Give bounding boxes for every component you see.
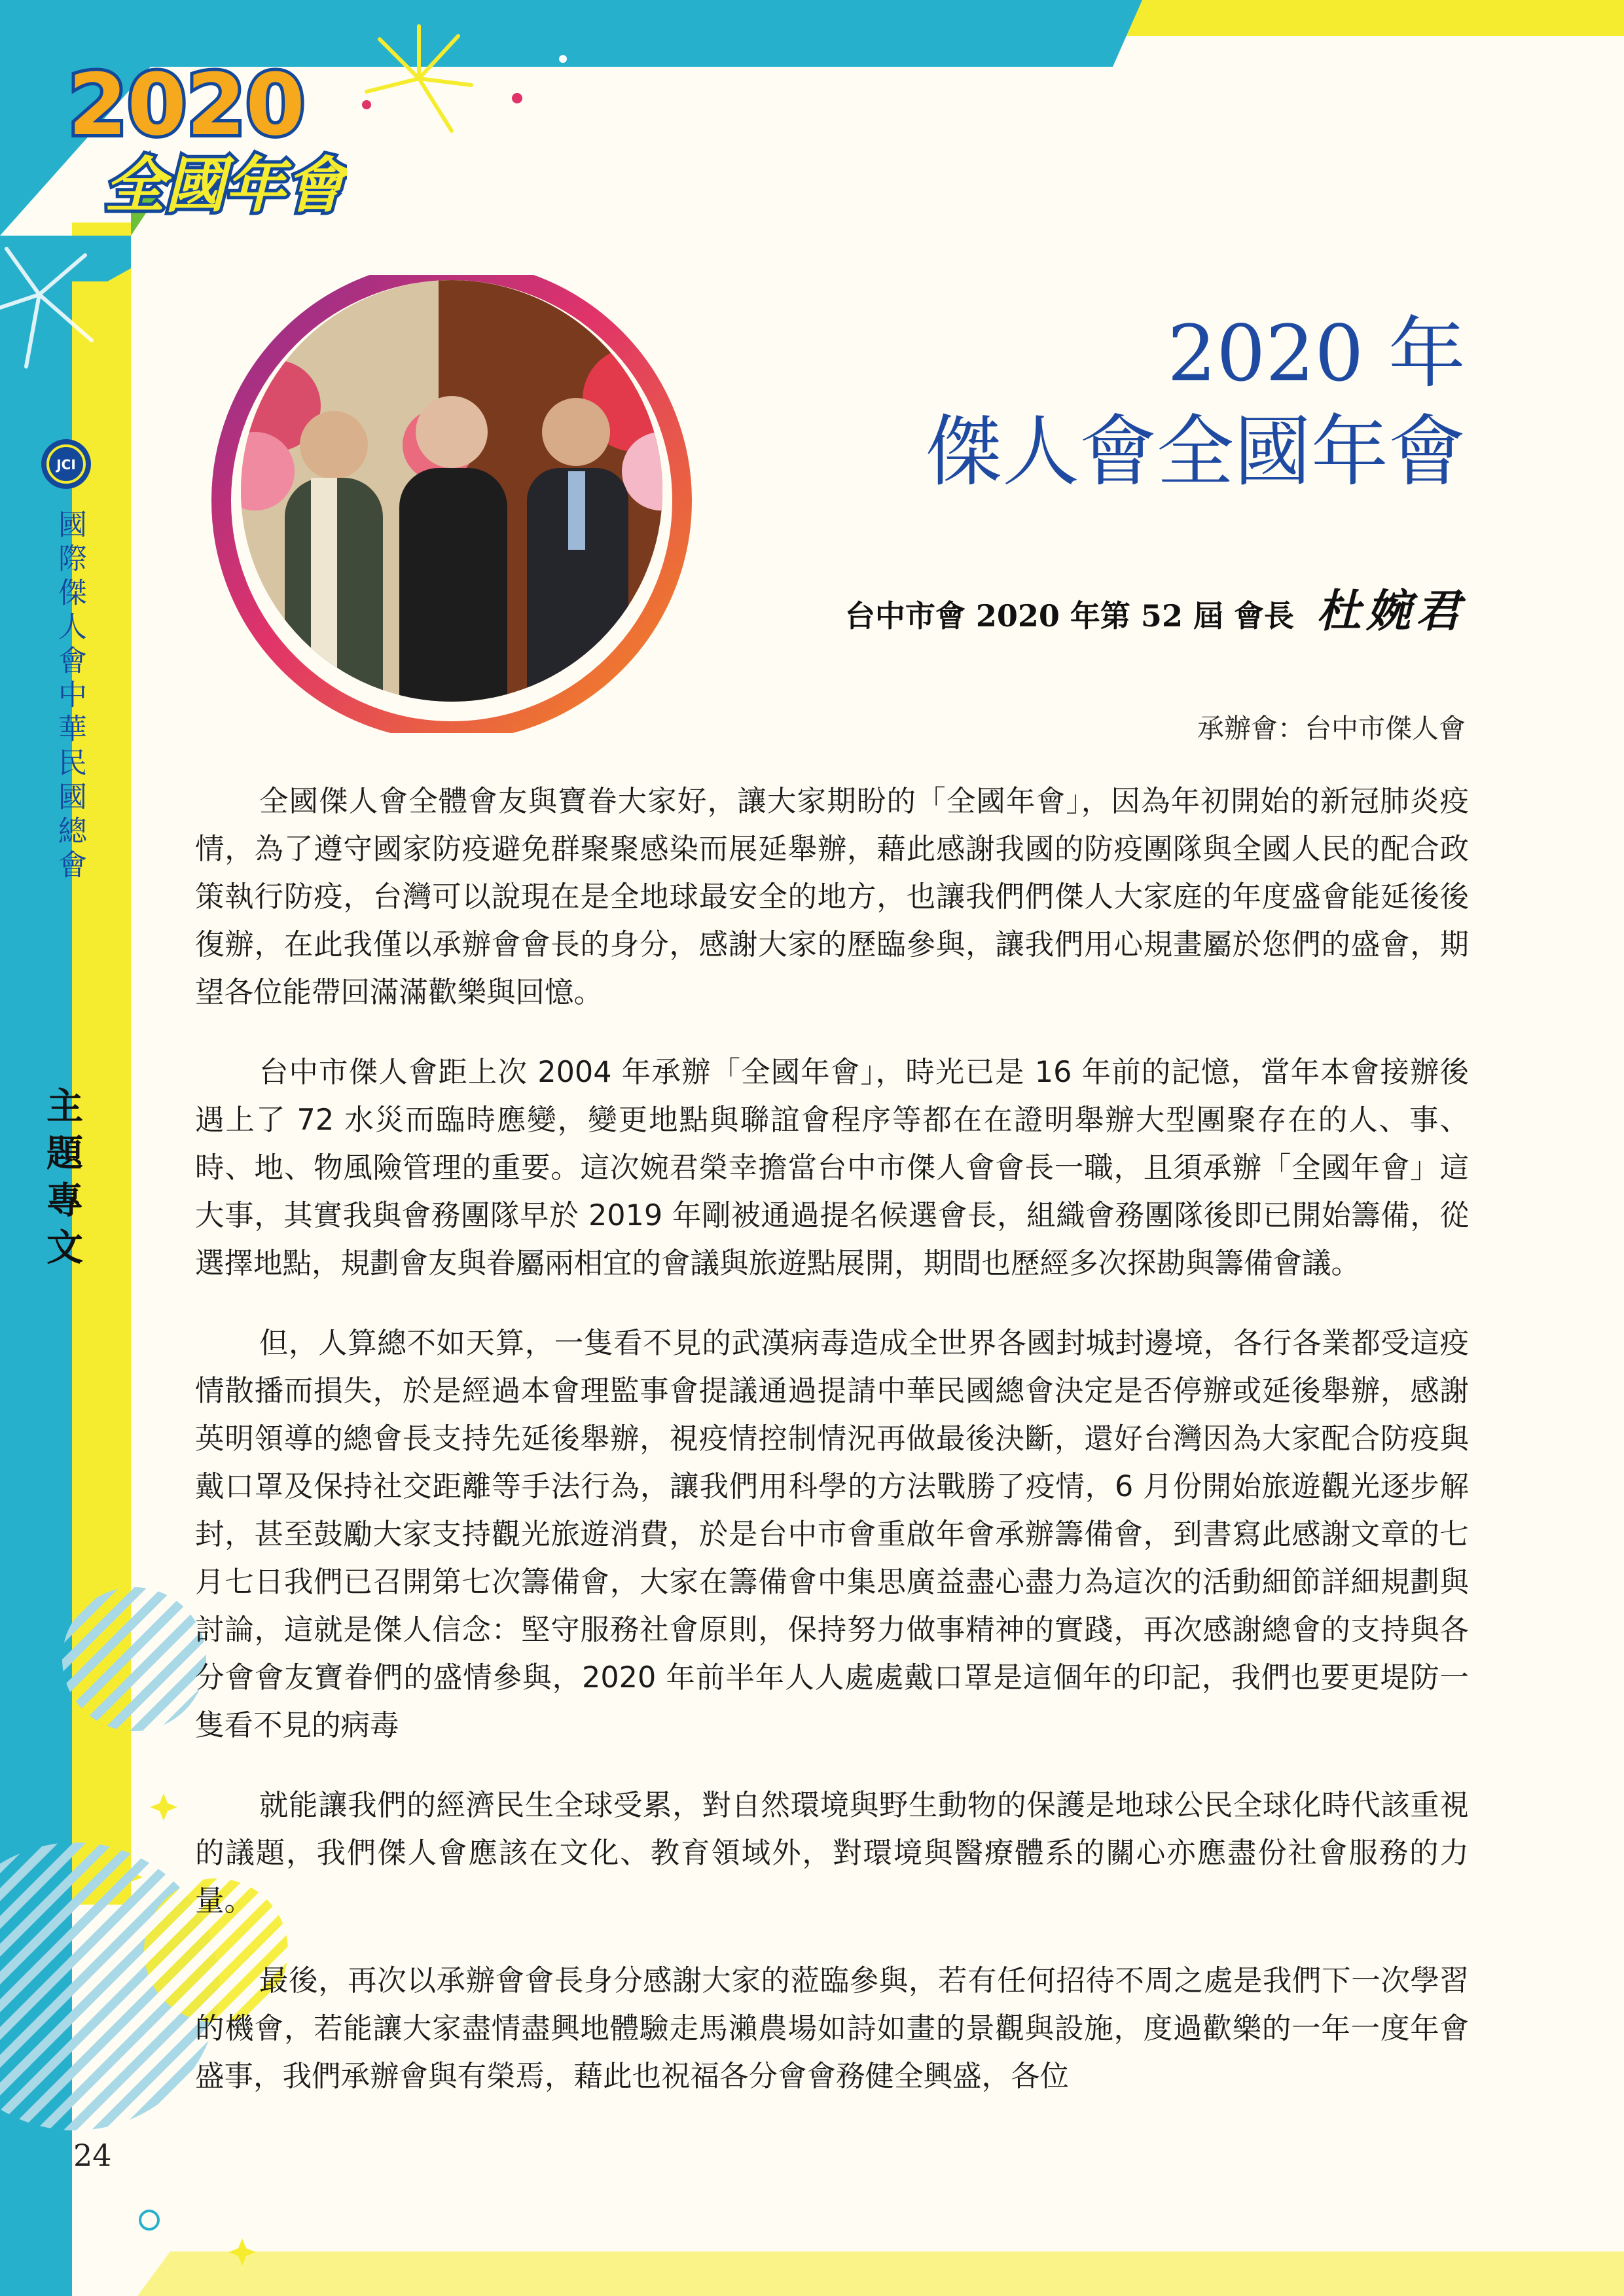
title-line-1: 2020 年: [1167, 308, 1466, 399]
page-title: [925, 304, 1466, 501]
paragraph: 但，人算總不如天算，一隻看不見的武漢病毒造成全世界各國封城封邊境，各行各業都受這疫情散播而損失，於是經過本會理監事會提議通過提請中華民國總會決定是否停辦或延後舉辦，感謝英明領導的總會長支持先延後舉辦，視疫情控制情況再做最後決斷，還好台灣因為大家配合防疫與戴口罩及保持社交距離等手法行為，讓我們用科學的方法戰勝了疫情，6 月份開始旅遊觀光逐步解封，甚至鼓勵大家支持觀光旅遊消費，於是台中市會重啟年會承辦籌備會，到書寫此感謝文章的七月七日我們已召開第七次籌備會，大家在籌備會中集思廣益盡心盡力為這次的活動細節詳細規劃與討論，這就是傑人信念：堅守服務社會原則，保持努力做事精神的實踐，再次感謝總會的支持與各分會會友寶眷們的盛情參與，2020 年前半年人人處處戴口罩是這個年的印記，我們也要更堤防一隻看不見的病毒: [195, 1327, 1469, 1742]
author-photo: [190, 275, 713, 733]
paragraph: 台中市傑人會距上次 2004 年承辦「全國年會」，時光已是 16 年前的記憶，當年本會接辦後遇上了 72 水災而臨時應變，變更地點與聯誼會程序等都在在證明舉辦大型團聚存在的人、事、時、地、物風險管理的重要。這次婉君榮幸擔當台中市傑人會會長一職，且須承辦「全國年會」這大事，其實我與會務團隊早於 2019 年剛被通過提名候選會長，組織會務團隊後即已開始籌備，從選擇地點，規劃會友與眷屬兩相宜的會議與旅遊點展開，期間也歷經多次探勘與籌備會議。: [195, 1056, 1469, 1280]
logo-year: 2020: [68, 56, 305, 154]
sidebar-organization: 國際傑人會中華民國總會: [53, 509, 86, 884]
host-organizer: 承辦會：台中市傑人會: [1197, 713, 1466, 744]
author-role: 台中市會 2020 年第 52 屆 會長: [844, 598, 1294, 634]
page-number: 24: [73, 2138, 112, 2173]
emblem-text: JCI: [56, 457, 76, 473]
paragraph: 就能讓我們的經濟民生全球受累，對自然環境與野生動物的保護是地球公民全球化時代該重視的議題，我們傑人會應該在文化、教育領域外，對環境與醫療體系的關心亦應盡份社會服務的力量。: [195, 1789, 1469, 1918]
author-name: 杜婉君: [1316, 585, 1466, 637]
event-logo: [59, 56, 347, 226]
sidebar-section: 主題專文: [41, 1086, 83, 1275]
article-body: [195, 778, 1469, 2132]
author-line: [845, 576, 1466, 639]
paragraph: 最後，再次以承辦會會長身分感謝大家的蒞臨參與，若有任何招待不周之處是我們下一次學習的機會，若能讓大家盡情盡興地體驗走馬瀨農場如詩如畫的景觀與設施，度過歡樂的一年一度年會盛事，我們承辦會與有榮焉，藉此也祝福各分會會務健全興盛，各位: [195, 1964, 1469, 2093]
title-line-2: 傑人會全國年會: [924, 406, 1466, 497]
paragraph: 全國傑人會全體會友與寶眷大家好，讓大家期盼的「全國年會」，因為年初開始的新冠肺炎疫情，為了遵守國家防疫避免群聚聚感染而展延舉辦，藉此感謝我國的防疫團隊與全國人民的配合政策執行防疫，台灣可以說現在是全地球最安全的地方，也讓我們們傑人大家庭的年度盛會能延後後復辦，在此我僅以承辦會會長的身分，感謝大家的歷臨參與，讓我們用心規畫屬於您們的盛會，期望各位能帶回滿滿歡樂與回憶。: [195, 785, 1469, 1009]
jci-emblem-icon: [39, 437, 93, 491]
logo-event: 全國年會: [105, 151, 346, 221]
